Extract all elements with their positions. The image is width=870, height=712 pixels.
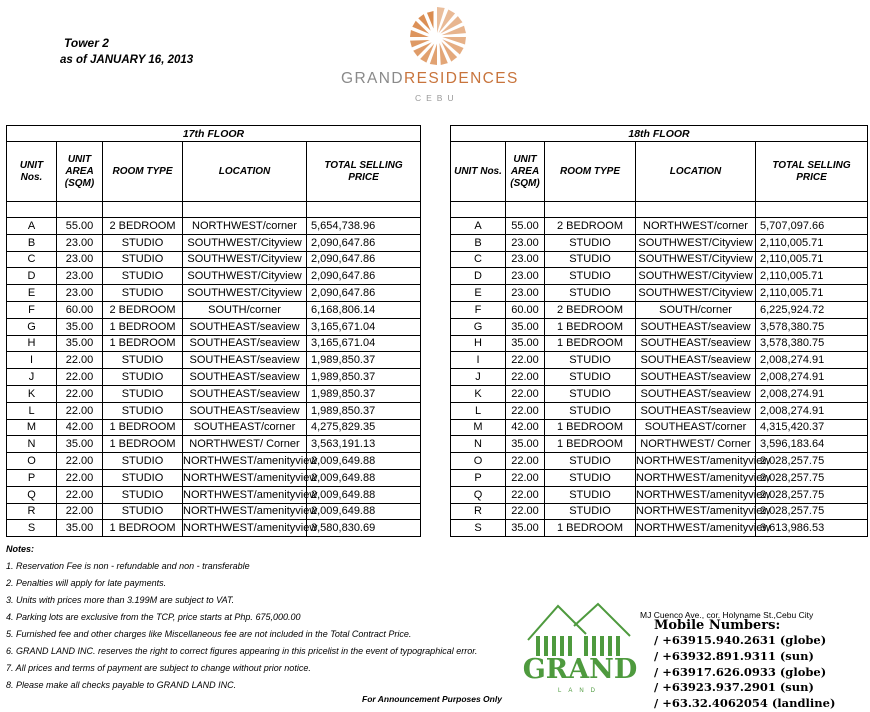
note-item: 4. Parking lots are exclusive from the TCP, price starts at Php. 675,000.00 <box>6 612 301 622</box>
unit-cell: F <box>7 301 57 318</box>
location-cell: SOUTHEAST/corner <box>183 419 307 436</box>
unit-cell: B <box>7 234 57 251</box>
phone-number: / +63923.937.2901 (sun) <box>654 680 814 695</box>
location-cell: NORTHWEST/amenityview <box>636 503 756 520</box>
unit-cell: L <box>7 402 57 419</box>
grand-residences-sun-logo-icon <box>406 6 468 68</box>
room-type-cell: STUDIO <box>545 385 636 402</box>
table-row <box>7 318 421 335</box>
grand-land-logo-word: GRAND <box>522 654 638 685</box>
price-cell: 2,090,647.86 <box>307 268 421 285</box>
price-cell: 3,580,830.69 <box>307 520 421 537</box>
table-row <box>451 469 868 486</box>
price-cell: 2,028,257.75 <box>756 486 868 503</box>
spacer-cell <box>7 202 57 218</box>
location-cell: NORTHWEST/corner <box>636 218 756 235</box>
note-item: 8. Please make all checks payable to GRAND LAND INC. <box>6 680 237 690</box>
notes-title: Notes: <box>6 544 35 554</box>
note-item: 2. Penalties will apply for late payments. <box>6 578 167 588</box>
col-location-header: LOCATION <box>636 142 756 202</box>
price-cell: 3,596,183.64 <box>756 436 868 453</box>
col-area-header: UNIT AREA (SQM) <box>506 142 545 202</box>
location-cell: NORTHWEST/amenityview <box>183 520 307 537</box>
table-row <box>451 218 868 235</box>
location-cell: NORTHWEST/amenityview <box>636 486 756 503</box>
location-cell: SOUTHWEST/Cityview <box>636 251 756 268</box>
unit-cell: P <box>7 469 57 486</box>
location-cell: NORTHWEST/amenityview <box>183 453 307 470</box>
unit-cell: C <box>451 251 506 268</box>
price-cell: 2,110,005.71 <box>756 285 868 302</box>
area-cell: 55.00 <box>506 218 545 235</box>
phone-number: / +63917.626.0933 (globe) <box>654 664 827 679</box>
floor-title: 18th FLOOR <box>451 126 868 142</box>
table-row <box>451 436 868 453</box>
note-item: 6. GRAND LAND INC. reserves the right to correct figures appearing in this pricelist in the event of typographical error. <box>6 646 478 656</box>
area-cell: 22.00 <box>506 486 545 503</box>
area-cell: 35.00 <box>506 318 545 335</box>
unit-cell: P <box>451 469 506 486</box>
room-type-cell: 1 BEDROOM <box>103 436 183 453</box>
room-type-cell: STUDIO <box>545 251 636 268</box>
room-type-cell: 2 BEDROOM <box>103 301 183 318</box>
price-cell: 2,009,649.88 <box>307 469 421 486</box>
price-cell: 3,165,671.04 <box>307 335 421 352</box>
table-row <box>451 503 868 520</box>
floor-17-price-table <box>6 125 421 537</box>
location-cell: NORTHWEST/amenityview <box>636 453 756 470</box>
unit-cell: H <box>451 335 506 352</box>
room-type-cell: STUDIO <box>103 469 183 486</box>
area-cell: 35.00 <box>57 318 103 335</box>
table-row <box>7 402 421 419</box>
room-type-cell: 1 BEDROOM <box>545 436 636 453</box>
room-type-cell: 1 BEDROOM <box>545 335 636 352</box>
price-cell: 2,090,647.86 <box>307 251 421 268</box>
room-type-cell: STUDIO <box>103 369 183 386</box>
col-price-header: TOTAL SELLING PRICE <box>756 142 868 202</box>
col-room-type-header: ROOM TYPE <box>545 142 636 202</box>
location-cell: SOUTHEAST/corner <box>636 419 756 436</box>
unit-cell: S <box>451 520 506 537</box>
area-cell: 22.00 <box>506 352 545 369</box>
phone-number: / +63.32.4062054 (landline) <box>654 696 836 711</box>
price-cell: 5,654,738.96 <box>307 218 421 235</box>
location-cell: NORTHWEST/amenityview <box>183 486 307 503</box>
table-row <box>451 402 868 419</box>
brand-wordmark <box>341 70 519 88</box>
spacer-cell <box>756 202 868 218</box>
price-cell: 3,578,380.75 <box>756 335 868 352</box>
table-row <box>7 503 421 520</box>
location-cell: SOUTHEAST/seaview <box>636 369 756 386</box>
price-cell: 2,090,647.86 <box>307 285 421 302</box>
note-item: 7. All prices and terms of payment are subject to change without prior notice. <box>6 663 311 673</box>
unit-cell: K <box>451 385 506 402</box>
area-cell: 22.00 <box>506 469 545 486</box>
spacer-cell <box>103 202 183 218</box>
logo-bar <box>616 636 620 656</box>
table-row <box>7 251 421 268</box>
location-cell: SOUTHWEST/Cityview <box>183 268 307 285</box>
room-type-cell: STUDIO <box>103 234 183 251</box>
location-cell: SOUTHEAST/seaview <box>636 402 756 419</box>
table-row <box>451 352 868 369</box>
location-cell: SOUTHEAST/seaview <box>183 369 307 386</box>
area-cell: 35.00 <box>57 335 103 352</box>
unit-cell: D <box>7 268 57 285</box>
price-cell: 3,563,191.13 <box>307 436 421 453</box>
room-type-cell: STUDIO <box>103 453 183 470</box>
area-cell: 22.00 <box>506 402 545 419</box>
mobile-numbers-title: Mobile Numbers: <box>654 618 781 633</box>
location-cell: NORTHWEST/ Corner <box>183 436 307 453</box>
phone-list <box>654 633 835 712</box>
area-cell: 23.00 <box>506 234 545 251</box>
room-type-cell: STUDIO <box>545 234 636 251</box>
price-cell: 1,989,850.37 <box>307 369 421 386</box>
location-cell: SOUTHEAST/seaview <box>636 318 756 335</box>
location-cell: SOUTH/corner <box>183 301 307 318</box>
table-row <box>451 385 868 402</box>
col-unit-header: UNIT Nos. <box>451 142 506 202</box>
spacer-cell <box>506 202 545 218</box>
area-cell: 42.00 <box>506 419 545 436</box>
brand-word-part2: RESIDENCES <box>403 70 519 87</box>
price-cell: 3,613,986.53 <box>756 520 868 537</box>
room-type-cell: STUDIO <box>545 486 636 503</box>
unit-cell: M <box>451 419 506 436</box>
unit-cell: F <box>451 301 506 318</box>
room-type-cell: STUDIO <box>545 453 636 470</box>
area-cell: 23.00 <box>506 268 545 285</box>
unit-cell: Q <box>451 486 506 503</box>
price-cell: 3,578,380.75 <box>756 318 868 335</box>
brand-word-part1: GRAND <box>341 70 404 87</box>
room-type-cell: 1 BEDROOM <box>545 318 636 335</box>
table-row <box>7 453 421 470</box>
unit-cell: R <box>451 503 506 520</box>
price-cell: 2,028,257.75 <box>756 453 868 470</box>
table-row <box>7 436 421 453</box>
unit-cell: I <box>7 352 57 369</box>
area-cell: 42.00 <box>57 419 103 436</box>
table-row <box>7 285 421 302</box>
unit-cell: E <box>451 285 506 302</box>
location-cell: SOUTH/corner <box>636 301 756 318</box>
table-row <box>451 251 868 268</box>
floor-18-price-table <box>450 125 868 537</box>
area-cell: 22.00 <box>506 453 545 470</box>
area-cell: 35.00 <box>506 520 545 537</box>
area-cell: 23.00 <box>57 234 103 251</box>
location-cell: NORTHWEST/amenityview <box>183 503 307 520</box>
logo-bar <box>584 636 588 656</box>
location-cell: SOUTHEAST/seaview <box>183 352 307 369</box>
price-cell: 1,989,850.37 <box>307 402 421 419</box>
price-cell: 6,225,924.72 <box>756 301 868 318</box>
location-cell: SOUTHEAST/seaview <box>183 335 307 352</box>
price-cell: 2,008,274.91 <box>756 402 868 419</box>
room-type-cell: 2 BEDROOM <box>545 301 636 318</box>
table-row <box>451 268 868 285</box>
tower-label: Tower 2 <box>64 36 109 50</box>
area-cell: 22.00 <box>57 469 103 486</box>
room-type-cell: STUDIO <box>103 285 183 302</box>
grand-land-logo-sub: LAND <box>557 688 603 694</box>
spacer-row <box>7 202 421 218</box>
price-cell: 2,009,649.88 <box>307 453 421 470</box>
table-row <box>7 469 421 486</box>
table-row <box>451 453 868 470</box>
col-room-type-header: ROOM TYPE <box>103 142 183 202</box>
table-row <box>7 520 421 537</box>
room-type-cell: STUDIO <box>103 503 183 520</box>
unit-cell: N <box>451 436 506 453</box>
note-item: 3. Units with prices more than 3.199M are subject to VAT. <box>6 595 235 605</box>
location-cell: NORTHWEST/amenityview <box>636 469 756 486</box>
unit-cell: H <box>7 335 57 352</box>
phone-number: / +63915.940.2631 (globe) <box>654 633 827 647</box>
sun-ray <box>430 44 437 65</box>
table-row <box>451 486 868 503</box>
price-cell: 2,090,647.86 <box>307 234 421 251</box>
spacer-cell <box>183 202 307 218</box>
company-address: MJ Cuenco Ave., cor. Holyname St.,Cebu City <box>640 610 814 620</box>
area-cell: 22.00 <box>57 402 103 419</box>
unit-cell: I <box>451 352 506 369</box>
area-cell: 22.00 <box>57 503 103 520</box>
price-cell: 3,165,671.04 <box>307 318 421 335</box>
room-type-cell: STUDIO <box>545 369 636 386</box>
unit-cell: B <box>451 234 506 251</box>
area-cell: 22.00 <box>506 503 545 520</box>
unit-cell: L <box>451 402 506 419</box>
area-cell: 22.00 <box>57 352 103 369</box>
logo-bar <box>608 636 612 656</box>
unit-cell: Q <box>7 486 57 503</box>
logo-bar <box>536 636 540 656</box>
table-row <box>451 520 868 537</box>
location-cell: SOUTHEAST/seaview <box>183 402 307 419</box>
room-type-cell: 1 BEDROOM <box>545 419 636 436</box>
spacer-cell <box>636 202 756 218</box>
location-cell: SOUTHEAST/seaview <box>183 318 307 335</box>
note-item: 1. Reservation Fee is non - refundable and non - transferable <box>6 561 250 571</box>
unit-cell: N <box>7 436 57 453</box>
table-row <box>451 419 868 436</box>
area-cell: 23.00 <box>57 285 103 302</box>
area-cell: 35.00 <box>57 436 103 453</box>
unit-cell: J <box>7 369 57 386</box>
logo-bar <box>568 636 572 656</box>
price-cell: 2,110,005.71 <box>756 251 868 268</box>
unit-cell: R <box>7 503 57 520</box>
spacer-cell <box>451 202 506 218</box>
logo-bar <box>600 636 604 656</box>
brand-subtitle: CEBU <box>415 93 459 103</box>
floor-title: 17th FLOOR <box>7 126 421 142</box>
spacer-cell <box>307 202 421 218</box>
unit-cell: K <box>7 385 57 402</box>
location-cell: SOUTHWEST/Cityview <box>183 234 307 251</box>
area-cell: 22.00 <box>57 453 103 470</box>
location-cell: SOUTHWEST/Cityview <box>183 251 307 268</box>
location-cell: SOUTHWEST/Cityview <box>183 285 307 302</box>
area-cell: 23.00 <box>57 268 103 285</box>
unit-cell: D <box>451 268 506 285</box>
price-cell: 5,707,097.66 <box>756 218 868 235</box>
room-type-cell: STUDIO <box>545 352 636 369</box>
table-row <box>451 369 868 386</box>
spacer-cell <box>545 202 636 218</box>
room-type-cell: 1 BEDROOM <box>103 520 183 537</box>
unit-cell: M <box>7 419 57 436</box>
col-area-header: UNIT AREA (SQM) <box>57 142 103 202</box>
room-type-cell: STUDIO <box>103 352 183 369</box>
area-cell: 22.00 <box>57 385 103 402</box>
location-cell: NORTHWEST/corner <box>183 218 307 235</box>
table-row <box>7 301 421 318</box>
area-cell: 55.00 <box>57 218 103 235</box>
unit-cell: O <box>7 453 57 470</box>
area-cell: 23.00 <box>57 251 103 268</box>
price-cell: 2,008,274.91 <box>756 352 868 369</box>
announcement-footer: For Announcement Purposes Only <box>362 694 502 704</box>
table-row <box>451 335 868 352</box>
room-type-cell: 1 BEDROOM <box>103 318 183 335</box>
room-type-cell: STUDIO <box>103 486 183 503</box>
notes-section <box>6 541 477 694</box>
room-type-cell: 1 BEDROOM <box>103 419 183 436</box>
table-row <box>7 352 421 369</box>
spacer-cell <box>57 202 103 218</box>
as-of-date: as of JANUARY 16, 2013 <box>60 54 194 66</box>
location-cell: SOUTHWEST/Cityview <box>636 234 756 251</box>
location-cell: SOUTHEAST/seaview <box>636 385 756 402</box>
unit-cell: O <box>451 453 506 470</box>
unit-cell: J <box>451 369 506 386</box>
table-row <box>451 318 868 335</box>
room-type-cell: STUDIO <box>103 251 183 268</box>
table-row <box>7 335 421 352</box>
col-unit-header: UNIT Nos. <box>7 142 57 202</box>
table-row <box>7 369 421 386</box>
area-cell: 35.00 <box>57 520 103 537</box>
logo-bar <box>560 636 564 656</box>
price-cell: 1,989,850.37 <box>307 385 421 402</box>
price-cell: 2,009,649.88 <box>307 503 421 520</box>
area-cell: 22.00 <box>506 385 545 402</box>
area-cell: 60.00 <box>57 301 103 318</box>
room-type-cell: 1 BEDROOM <box>103 335 183 352</box>
table-row <box>7 218 421 235</box>
table-row <box>451 301 868 318</box>
logo-bar <box>592 636 596 656</box>
logo-bar <box>552 636 556 656</box>
price-cell: 2,008,274.91 <box>756 369 868 386</box>
room-type-cell: STUDIO <box>103 402 183 419</box>
room-type-cell: 2 BEDROOM <box>103 218 183 235</box>
unit-cell: G <box>7 318 57 335</box>
price-cell: 6,168,806.14 <box>307 301 421 318</box>
location-cell: SOUTHEAST/seaview <box>636 352 756 369</box>
price-cell: 2,028,257.75 <box>756 503 868 520</box>
location-cell: SOUTHWEST/Cityview <box>636 268 756 285</box>
price-cell: 4,315,420.37 <box>756 419 868 436</box>
room-type-cell: STUDIO <box>545 285 636 302</box>
room-type-cell: 1 BEDROOM <box>545 520 636 537</box>
location-cell: SOUTHWEST/Cityview <box>636 285 756 302</box>
room-type-cell: STUDIO <box>103 385 183 402</box>
area-cell: 22.00 <box>57 486 103 503</box>
table-row <box>7 268 421 285</box>
notes-list <box>6 558 477 694</box>
area-cell: 35.00 <box>506 335 545 352</box>
unit-cell: A <box>7 218 57 235</box>
col-location-header: LOCATION <box>183 142 307 202</box>
table-row <box>451 234 868 251</box>
room-type-cell: STUDIO <box>545 268 636 285</box>
location-cell: SOUTHEAST/seaview <box>183 385 307 402</box>
area-cell: 22.00 <box>57 369 103 386</box>
price-cell: 2,008,274.91 <box>756 385 868 402</box>
unit-cell: A <box>451 218 506 235</box>
area-cell: 35.00 <box>506 436 545 453</box>
table-row <box>7 385 421 402</box>
spacer-row <box>451 202 868 218</box>
unit-cell: C <box>7 251 57 268</box>
room-type-cell: 2 BEDROOM <box>545 218 636 235</box>
location-cell: NORTHWEST/ Corner <box>636 436 756 453</box>
room-type-cell: STUDIO <box>545 402 636 419</box>
table-row <box>7 234 421 251</box>
table-row <box>7 419 421 436</box>
area-cell: 23.00 <box>506 251 545 268</box>
logo-bar <box>544 636 548 656</box>
price-cell: 1,989,850.37 <box>307 352 421 369</box>
col-price-header: TOTAL SELLING PRICE <box>307 142 421 202</box>
area-cell: 22.00 <box>506 369 545 386</box>
unit-cell: G <box>451 318 506 335</box>
table-row <box>7 486 421 503</box>
room-type-cell: STUDIO <box>545 503 636 520</box>
price-cell: 2,110,005.71 <box>756 268 868 285</box>
price-cell: 4,275,829.35 <box>307 419 421 436</box>
price-cell: 2,110,005.71 <box>756 234 868 251</box>
note-item: 5. Furnished fee and other charges like Miscellaneous fee are not included in the Total Contract Price. <box>6 629 412 639</box>
location-cell: NORTHWEST/amenityview <box>636 520 756 537</box>
grand-land-logo-icon <box>522 600 638 698</box>
phone-number: / +63932.891.9311 (sun) <box>654 648 814 663</box>
location-cell: NORTHWEST/amenityview <box>183 469 307 486</box>
sun-ray <box>439 43 447 65</box>
room-type-cell: STUDIO <box>103 268 183 285</box>
unit-cell: E <box>7 285 57 302</box>
table-row <box>451 285 868 302</box>
price-cell: 2,009,649.88 <box>307 486 421 503</box>
area-cell: 60.00 <box>506 301 545 318</box>
price-cell: 2,028,257.75 <box>756 469 868 486</box>
area-cell: 23.00 <box>506 285 545 302</box>
location-cell: SOUTHEAST/seaview <box>636 335 756 352</box>
room-type-cell: STUDIO <box>545 469 636 486</box>
unit-cell: S <box>7 520 57 537</box>
